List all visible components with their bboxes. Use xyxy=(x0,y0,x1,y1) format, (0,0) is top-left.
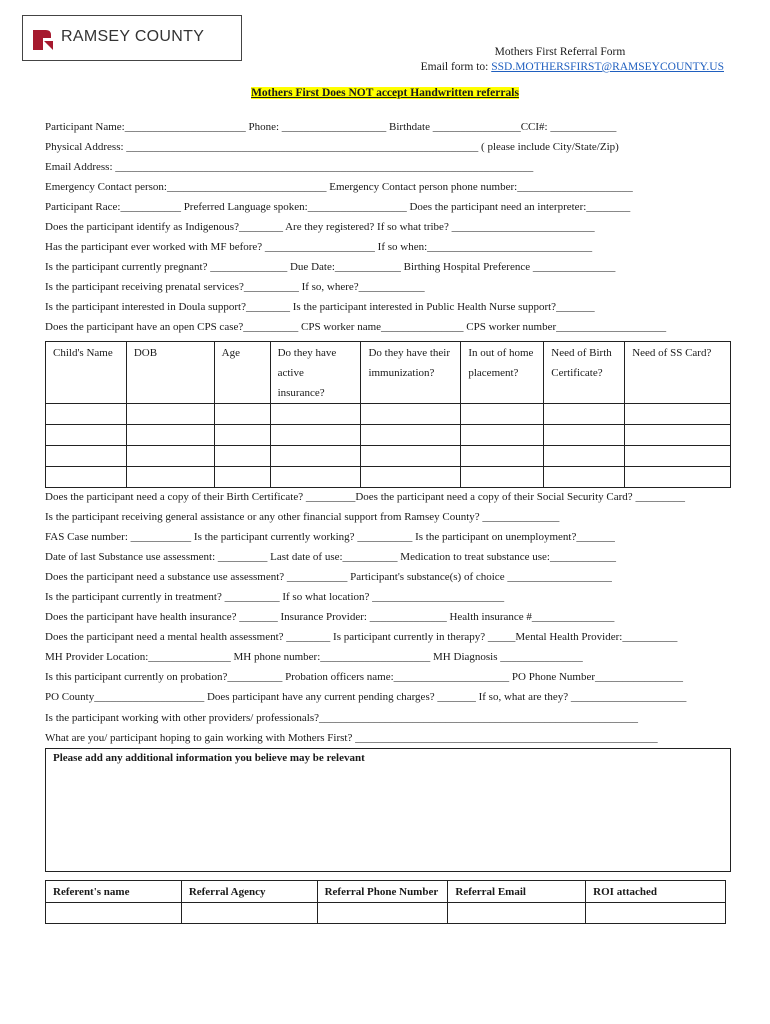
col-referent-name: Referent's name xyxy=(46,881,182,903)
worked-with-mf-line[interactable]: Has the participant ever worked with MF before? ____________________ If so when:______________________________ xyxy=(45,241,593,253)
ramsey-county-logo xyxy=(22,15,242,61)
prenatal-line[interactable]: Is the participant receiving prenatal services?__________ If so, where?____________ xyxy=(45,281,425,293)
fas-case-line[interactable]: FAS Case number: ___________ Is the participant currently working? __________ Is the participant on unemployment?_______ xyxy=(45,531,615,543)
col-placement: In out of home placement? xyxy=(461,342,544,404)
referral-table xyxy=(45,880,726,924)
indigenous-line[interactable]: Does the participant identify as Indigenous?________ Are they registered? If so what tribe? __________________________ xyxy=(45,221,595,233)
table-cell[interactable] xyxy=(461,425,544,446)
form-title: Mothers First Referral Form xyxy=(494,46,626,58)
table-cell[interactable] xyxy=(126,467,214,488)
cps-line[interactable]: Does the participant have an open CPS case?__________ CPS worker name_______________ CPS worker number____________________ xyxy=(45,321,667,333)
email-line xyxy=(400,61,724,73)
table-row xyxy=(46,425,731,446)
ramsey-logo-icon xyxy=(33,30,53,50)
mh-provider-line[interactable]: MH Provider Location:_______________ MH phone number:____________________ MH Diagnosis _______________ xyxy=(45,651,583,663)
table-cell[interactable] xyxy=(317,903,448,924)
table-cell[interactable] xyxy=(126,425,214,446)
table-cell[interactable] xyxy=(361,425,461,446)
substance-use-line[interactable]: Does the participant need a substance use assessment? ___________ Participant's substance(s) of choice ___________________ xyxy=(45,571,612,583)
table-cell[interactable] xyxy=(544,467,625,488)
table-cell[interactable] xyxy=(461,467,544,488)
table-cell[interactable] xyxy=(625,404,731,425)
participant-name-line[interactable]: Participant Name:______________________ Phone: ___________________ Birthdate ________________CCI#: ____________ xyxy=(45,121,617,133)
table-cell[interactable] xyxy=(625,425,731,446)
health-insurance-line[interactable]: Does the participant have health insurance? _______ Insurance Provider: ______________ Health insurance #_______________ xyxy=(45,611,615,623)
table-cell[interactable] xyxy=(46,404,127,425)
table-row xyxy=(46,903,726,924)
mental-health-line[interactable]: Does the participant need a mental health assessment? ________ Is participant currently in therapy? _____Mental Health Provider:__________ xyxy=(45,631,678,643)
col-childs-name: Child's Name xyxy=(46,342,127,404)
additional-info-label: Please add any additional information you believe may be relevant xyxy=(53,752,365,764)
general-assistance-line[interactable]: Is the participant receiving general assistance or any other financial support from Ramsey County? ______________ xyxy=(45,511,560,523)
additional-info-box[interactable] xyxy=(45,748,731,872)
col-age: Age xyxy=(214,342,270,404)
table-cell[interactable] xyxy=(544,446,625,467)
col-roi-attached: ROI attached xyxy=(586,881,726,903)
table-cell[interactable] xyxy=(46,467,127,488)
race-language-line[interactable]: Participant Race:___________ Preferred Language spoken:__________________ Does the participant need an interpreter:________ xyxy=(45,201,631,213)
po-county-line[interactable]: PO County____________________ Does participant have any current pending charges? _______ If so, what are they? _____________________ xyxy=(45,691,687,703)
table-cell[interactable] xyxy=(46,446,127,467)
col-birth-certificate: Need of Birth Certificate? xyxy=(544,342,625,404)
table-cell[interactable] xyxy=(126,446,214,467)
email-label: Email form to: xyxy=(420,61,489,73)
col-referral-phone: Referral Phone Number xyxy=(317,881,448,903)
children-table xyxy=(45,341,731,488)
table-cell[interactable] xyxy=(625,467,731,488)
table-cell[interactable] xyxy=(46,903,182,924)
table-cell[interactable] xyxy=(586,903,726,924)
table-cell[interactable] xyxy=(214,467,270,488)
probation-line[interactable]: Is this participant currently on probation?__________ Probation officers name:_____________________ PO Phone Number________________ xyxy=(45,671,684,683)
table-cell[interactable] xyxy=(461,446,544,467)
table-cell[interactable] xyxy=(461,404,544,425)
table-cell[interactable] xyxy=(544,425,625,446)
table-cell[interactable] xyxy=(270,425,361,446)
referral-table-header xyxy=(46,881,726,903)
email-link[interactable]: SSD.MOTHERSFIRST@RAMSEYCOUNTY.US xyxy=(491,61,724,73)
col-dob: DOB xyxy=(126,342,214,404)
table-cell[interactable] xyxy=(214,446,270,467)
table-cell[interactable] xyxy=(46,425,127,446)
table-cell[interactable] xyxy=(270,404,361,425)
table-cell[interactable] xyxy=(214,404,270,425)
col-insurance: Do they have active insurance? xyxy=(270,342,361,404)
email-address-line[interactable]: Email Address: ____________________________________________________________________________ xyxy=(45,161,534,173)
table-cell[interactable] xyxy=(270,467,361,488)
hoping-to-gain-line[interactable]: What are you/ participant hoping to gain working with Mothers First? _______________________________________________________ xyxy=(45,732,658,744)
table-row xyxy=(46,404,731,425)
treatment-line[interactable]: Is the participant currently in treatment? __________ If so what location? ________________________ xyxy=(45,591,505,603)
handwritten-warning xyxy=(0,87,770,99)
substance-assessment-date-line[interactable]: Date of last Substance use assessment: _________ Last date of use:__________ Medication to treat substance use:____________ xyxy=(45,551,616,563)
col-referral-email: Referral Email xyxy=(448,881,586,903)
col-immunization: Do they have their immunization? xyxy=(361,342,461,404)
table-cell[interactable] xyxy=(625,446,731,467)
table-cell[interactable] xyxy=(361,467,461,488)
table-cell[interactable] xyxy=(361,446,461,467)
table-cell[interactable] xyxy=(361,404,461,425)
warning-text: Mothers First Does NOT accept Handwritten referrals xyxy=(251,87,519,99)
logo-text: RAMSEY COUNTY xyxy=(61,28,205,45)
table-cell[interactable] xyxy=(544,404,625,425)
table-cell[interactable] xyxy=(214,425,270,446)
pregnancy-line[interactable]: Is the participant currently pregnant? ______________ Due Date:____________ Birthing Hospital Preference _______________ xyxy=(45,261,616,273)
table-row xyxy=(46,446,731,467)
children-table-header xyxy=(46,342,731,404)
other-providers-line[interactable]: Is the participant working with other providers/ professionals?__________________________________________________________ xyxy=(45,712,639,724)
physical-address-line[interactable]: Physical Address: ________________________________________________________________ ( please include City/State/Zip) xyxy=(45,141,619,153)
emergency-contact-line[interactable]: Emergency Contact person:_____________________________ Emergency Contact person phone number:_____________________ xyxy=(45,181,633,193)
col-referral-agency: Referral Agency xyxy=(181,881,317,903)
table-cell[interactable] xyxy=(126,404,214,425)
table-cell[interactable] xyxy=(448,903,586,924)
table-cell[interactable] xyxy=(181,903,317,924)
birth-certificate-line[interactable]: Does the participant need a copy of their Birth Certificate? _________Does the participant need a copy of their Social Security Card? _________ xyxy=(45,491,685,503)
col-ss-card: Need of SS Card? xyxy=(625,342,731,404)
table-row xyxy=(46,467,731,488)
doula-line[interactable]: Is the participant interested in Doula support?________ Is the participant interested in Public Health Nurse support?_______ xyxy=(45,301,595,313)
table-cell[interactable] xyxy=(270,446,361,467)
